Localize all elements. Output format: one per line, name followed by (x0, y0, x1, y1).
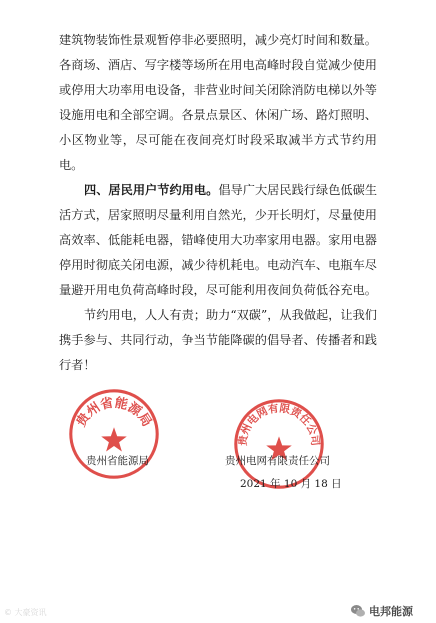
signature-date: 2021 年 10 月 18 日 (240, 478, 342, 490)
watermark-right-text: 电邦能源 (369, 605, 413, 618)
watermark-right (350, 603, 413, 619)
body-line: 建筑物装饰性景观暂停非必要照明，减少亮灯时间和数量。 (59, 33, 377, 47)
section-heading: 四、居民用户节约用电。 (84, 183, 219, 197)
body-line: 行者！ (59, 358, 96, 372)
body-line: 停用时彻底关闭电源，减少待机耗电。电动汽车、电瓶车尽 (59, 258, 377, 272)
body-line: 高效率、低能耗电器，错峰使用大功率家用电器。家用电器 (59, 233, 377, 247)
body-line: 小区物业等，尽可能在夜间亮灯时段采取减半方式节约用 (59, 133, 377, 147)
body-line: 或停用大功率用电设备，非营业时间关闭除消防电梯以外等 (59, 83, 377, 97)
body-line: 活方式，居家照明尽量利用自然光，少开长明灯，尽量使用 (59, 208, 377, 222)
body-line: 各商场、酒店、写字楼等场所在用电高峰时段自觉减少使用 (59, 58, 377, 72)
seal-left-text: 贵州省能源局 (73, 395, 155, 430)
signature-right-org: 贵州电网有限责任公司 (225, 455, 330, 467)
wechat-icon (350, 603, 366, 619)
section-heading-line (84, 183, 377, 198)
signature-left-org: 贵州省能源局 (86, 455, 149, 467)
body-line: 节约用电，人人有责；助力“双碳”，从我做起，让我们 (84, 308, 377, 322)
body-line: 携手参与、共同行动，争当节能降碳的倡导者、传播者和践 (59, 333, 377, 347)
watermark-left: © 大豪资讯 (4, 608, 47, 617)
body-line: 电。 (59, 158, 84, 172)
body-line: 设施用电和全部空调。各景点景区、休闲广场、路灯照明、 (59, 108, 377, 122)
body-line: 量避开用电负荷高峰时段，尽可能利用夜间负荷低谷充电。 (59, 283, 377, 297)
body-text: 倡导广大居民践行绿色低碳生 (218, 183, 377, 197)
seal-right-text: 贵州电网有限责任公司 (237, 402, 321, 447)
